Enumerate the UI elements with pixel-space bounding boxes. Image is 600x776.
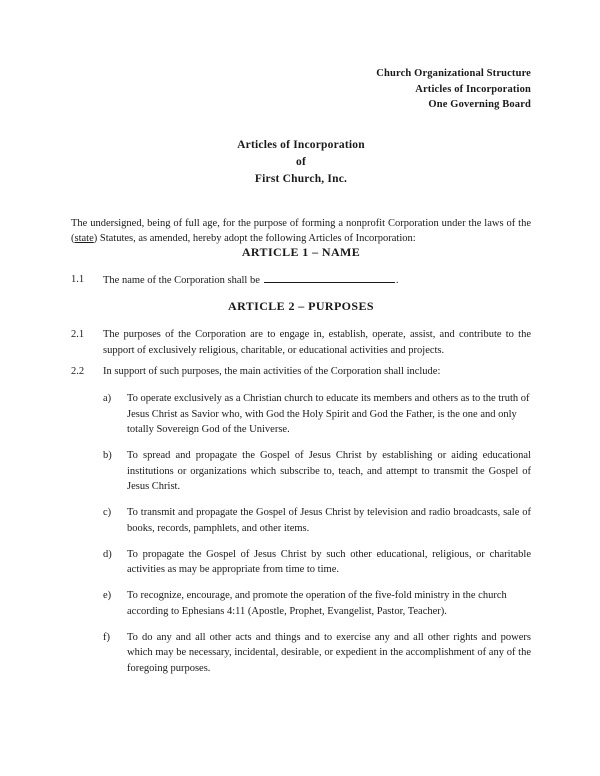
preamble-paragraph xyxy=(71,216,531,247)
corporation-name-fill-in[interactable] xyxy=(264,272,395,283)
header-line-3: One Governing Board xyxy=(428,99,531,110)
clause-1-1-text-after: . xyxy=(395,275,399,286)
header-line-2: Articles of Incorporation xyxy=(415,83,531,95)
clause-number-2-1: 2.1 xyxy=(71,329,85,340)
subitem-letter-a: a) xyxy=(103,393,112,404)
document-header xyxy=(71,66,531,113)
subitem-text-d: To propagate the Gospel of Jesus Christ by such other educational, religious, or charitable activities as may be appropriate from time to time. xyxy=(127,548,531,575)
preamble-text-after: ) Statutes, as amended, hereby adopt the following Articles of Incorporation: xyxy=(93,233,416,244)
subitem-letter-c: c) xyxy=(103,507,112,518)
title-line-2: of xyxy=(296,156,306,168)
subitem-letter-e: e) xyxy=(103,590,112,601)
subitem-text-c: To transmit and propagate the Gospel of Jesus Christ by television and radio broadcasts, sale of books, records, pamphlets, and other items. xyxy=(127,507,531,534)
clause-number-2-2: 2.2 xyxy=(71,366,85,377)
clause-2-2 xyxy=(71,364,531,380)
state-blank: state xyxy=(74,233,94,244)
preamble-text-before: The undersigned, being of full age, for the purpose of forming a nonprofit Corporation under the laws of the ( xyxy=(71,217,531,244)
list-item xyxy=(103,588,531,619)
header-line-1: Church Organizational Structure xyxy=(376,68,531,79)
clause-number-1-1: 1.1 xyxy=(71,274,85,285)
list-item xyxy=(103,505,531,536)
page-title xyxy=(71,137,531,188)
purposes-subitem-list xyxy=(103,391,531,676)
clause-1-1 xyxy=(71,272,531,289)
subitem-text-e: To recognize, encourage, and promote the operation of the five-fold ministry in the church according to Ephesians 4:11 (Apostle, Prophet, Evangelist, Pastor, Teacher). xyxy=(127,590,507,617)
clause-body-2-2: In support of such purposes, the main activities of the Corporation shall include: xyxy=(103,366,441,377)
subitem-letter-f: f) xyxy=(103,631,110,643)
article-1-heading: ARTICLE 1 – NAME xyxy=(241,245,361,259)
subitem-text-a: To operate exclusively as a Christian church to educate its members and others as to the truth of Jesus Christ as Savior who, with God the Holy Spirit and God the Father, is the one and only totally Sovereign God of the Universe. xyxy=(127,393,530,435)
title-line-1: Articles of Incorporation xyxy=(237,139,365,151)
clause-body-1-1 xyxy=(103,272,531,289)
list-item xyxy=(103,547,531,578)
list-item xyxy=(103,391,531,438)
clause-2-1 xyxy=(71,327,531,358)
subitem-letter-b: b) xyxy=(103,450,112,461)
title-line-3: First Church, Inc. xyxy=(254,173,348,185)
list-item xyxy=(103,630,531,677)
subitem-text-f: To do any and all other acts and things and to exercise any and all other rights and powers which may be necessary, incidental, desirable, or expedient in the accomplishment of any of the foregoing purposes. xyxy=(127,631,531,674)
list-item xyxy=(103,448,531,495)
subitem-text-b: To spread and propagate the Gospel of Jesus Christ by establishing or aiding educational institutions or organizations which subscribe to, teach, and attempt to transmit the Gospel of Jesus Christ. xyxy=(127,450,531,492)
clause-1-1-text-before: The name of the Corporation shall be xyxy=(103,275,260,286)
clause-body-2-1: The purposes of the Corporation are to engage in, establish, operate, assist, and contribute to the support of exclusively religious, charitable, or educational activities and projects. xyxy=(103,329,531,356)
subitem-letter-d: d) xyxy=(103,548,112,560)
article-2-heading: ARTICLE 2 – PURPOSES xyxy=(228,299,374,313)
